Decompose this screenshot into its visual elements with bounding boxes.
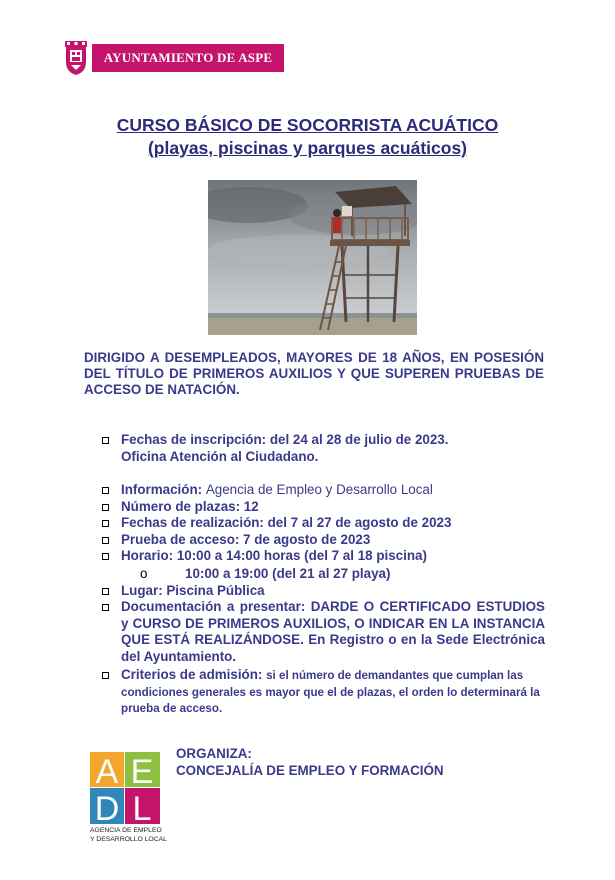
lifeguard-tower-photo — [208, 180, 417, 335]
square-bullet-icon — [102, 537, 109, 544]
horario-sub-text: 10:00 a 19:00 (del 21 al 27 playa) — [185, 566, 391, 581]
realizacion-text: Fechas de realización: del 7 al 27 de agosto de 2023 — [121, 515, 452, 530]
horario-label: Horario: — [121, 548, 174, 563]
criterios-value: si el número de demandantes que cumplan las condiciones generales es mayor que el de plazas, el orden lo determinará la prueba de acceso. — [121, 669, 540, 715]
informacion-label: Información: — [121, 482, 203, 497]
criterios-label: Criterios de admisión: — [121, 667, 263, 682]
documentacion-value: DARDE O CERTIFICADO ESTUDIOS y CURSO DE PRIMEROS AUXILIOS, O INDICAR EN LA INSTANCIA QUE ESTÁ REALIZÁNDOSE. En Registro o en la Sede Electrónica del Ayuntamiento. — [121, 599, 545, 664]
square-bullet-icon — [102, 487, 109, 494]
square-bullet-icon — [102, 437, 109, 444]
organiza-block — [176, 746, 444, 779]
square-bullet-icon — [102, 588, 109, 595]
aedl-letter-e: E — [130, 753, 154, 791]
ayuntamiento-banner: AYUNTAMIENTO DE ASPE — [92, 44, 284, 72]
aedl-caption — [90, 826, 167, 844]
square-bullet-icon — [102, 553, 109, 560]
documentacion-label: Documentación a presentar: — [121, 599, 306, 614]
lugar-text: Lugar: Piscina Pública — [121, 582, 265, 598]
aedl-letter-l: L — [132, 790, 152, 824]
organiza-label: ORGANIZA: — [176, 746, 252, 761]
informacion-value: Agencia de Empleo y Desarrollo Local — [205, 482, 433, 497]
circle-bullet-icon: o — [140, 566, 148, 581]
organiza-value: CONCEJALÍA DE EMPLEO Y FORMACIÓN — [176, 762, 444, 778]
horario-value: 10:00 a 14:00 horas (del 7 al 18 piscina) — [176, 548, 427, 563]
crest-icon — [62, 40, 90, 76]
plazas-text: Número de plazas: 12 — [121, 498, 259, 514]
course-title: CURSO BÁSICO DE SOCORRISTA ACUÁTICO — [116, 115, 499, 135]
prueba-text: Prueba de acceso: 7 de agosto de 2023 — [121, 531, 371, 547]
square-bullet-icon — [102, 504, 109, 511]
ayuntamiento-logo — [62, 40, 284, 76]
aedl-letter-a: A — [95, 753, 119, 791]
square-bullet-icon — [102, 604, 109, 611]
square-bullet-icon — [102, 520, 109, 527]
course-subtitle: (playas, piscinas y parques acuáticos) — [147, 138, 468, 158]
aedl-caption-line1: AGENCIA DE EMPLEO — [90, 827, 162, 834]
aedl-caption-line2: Y DESARROLLO LOCAL — [90, 836, 167, 843]
aedl-logo — [90, 752, 160, 824]
square-bullet-icon — [102, 672, 109, 679]
inscripcion-dates: Fechas de inscripción: del 24 al 28 de julio de 2023. — [121, 432, 449, 447]
target-audience-text: DIRIGIDO A DESEMPLEADOS, MAYORES DE 18 AÑOS, EN POSESIÓN DEL TÍTULO DE PRIMEROS AUXILIOS Y QUE SUPEREN PRUEBAS DE ACCESO DE NATACIÓN. — [84, 350, 544, 397]
inscripcion-office: Oficina Atención al Ciudadano. — [121, 448, 319, 464]
aedl-letter-d: D — [94, 790, 120, 824]
